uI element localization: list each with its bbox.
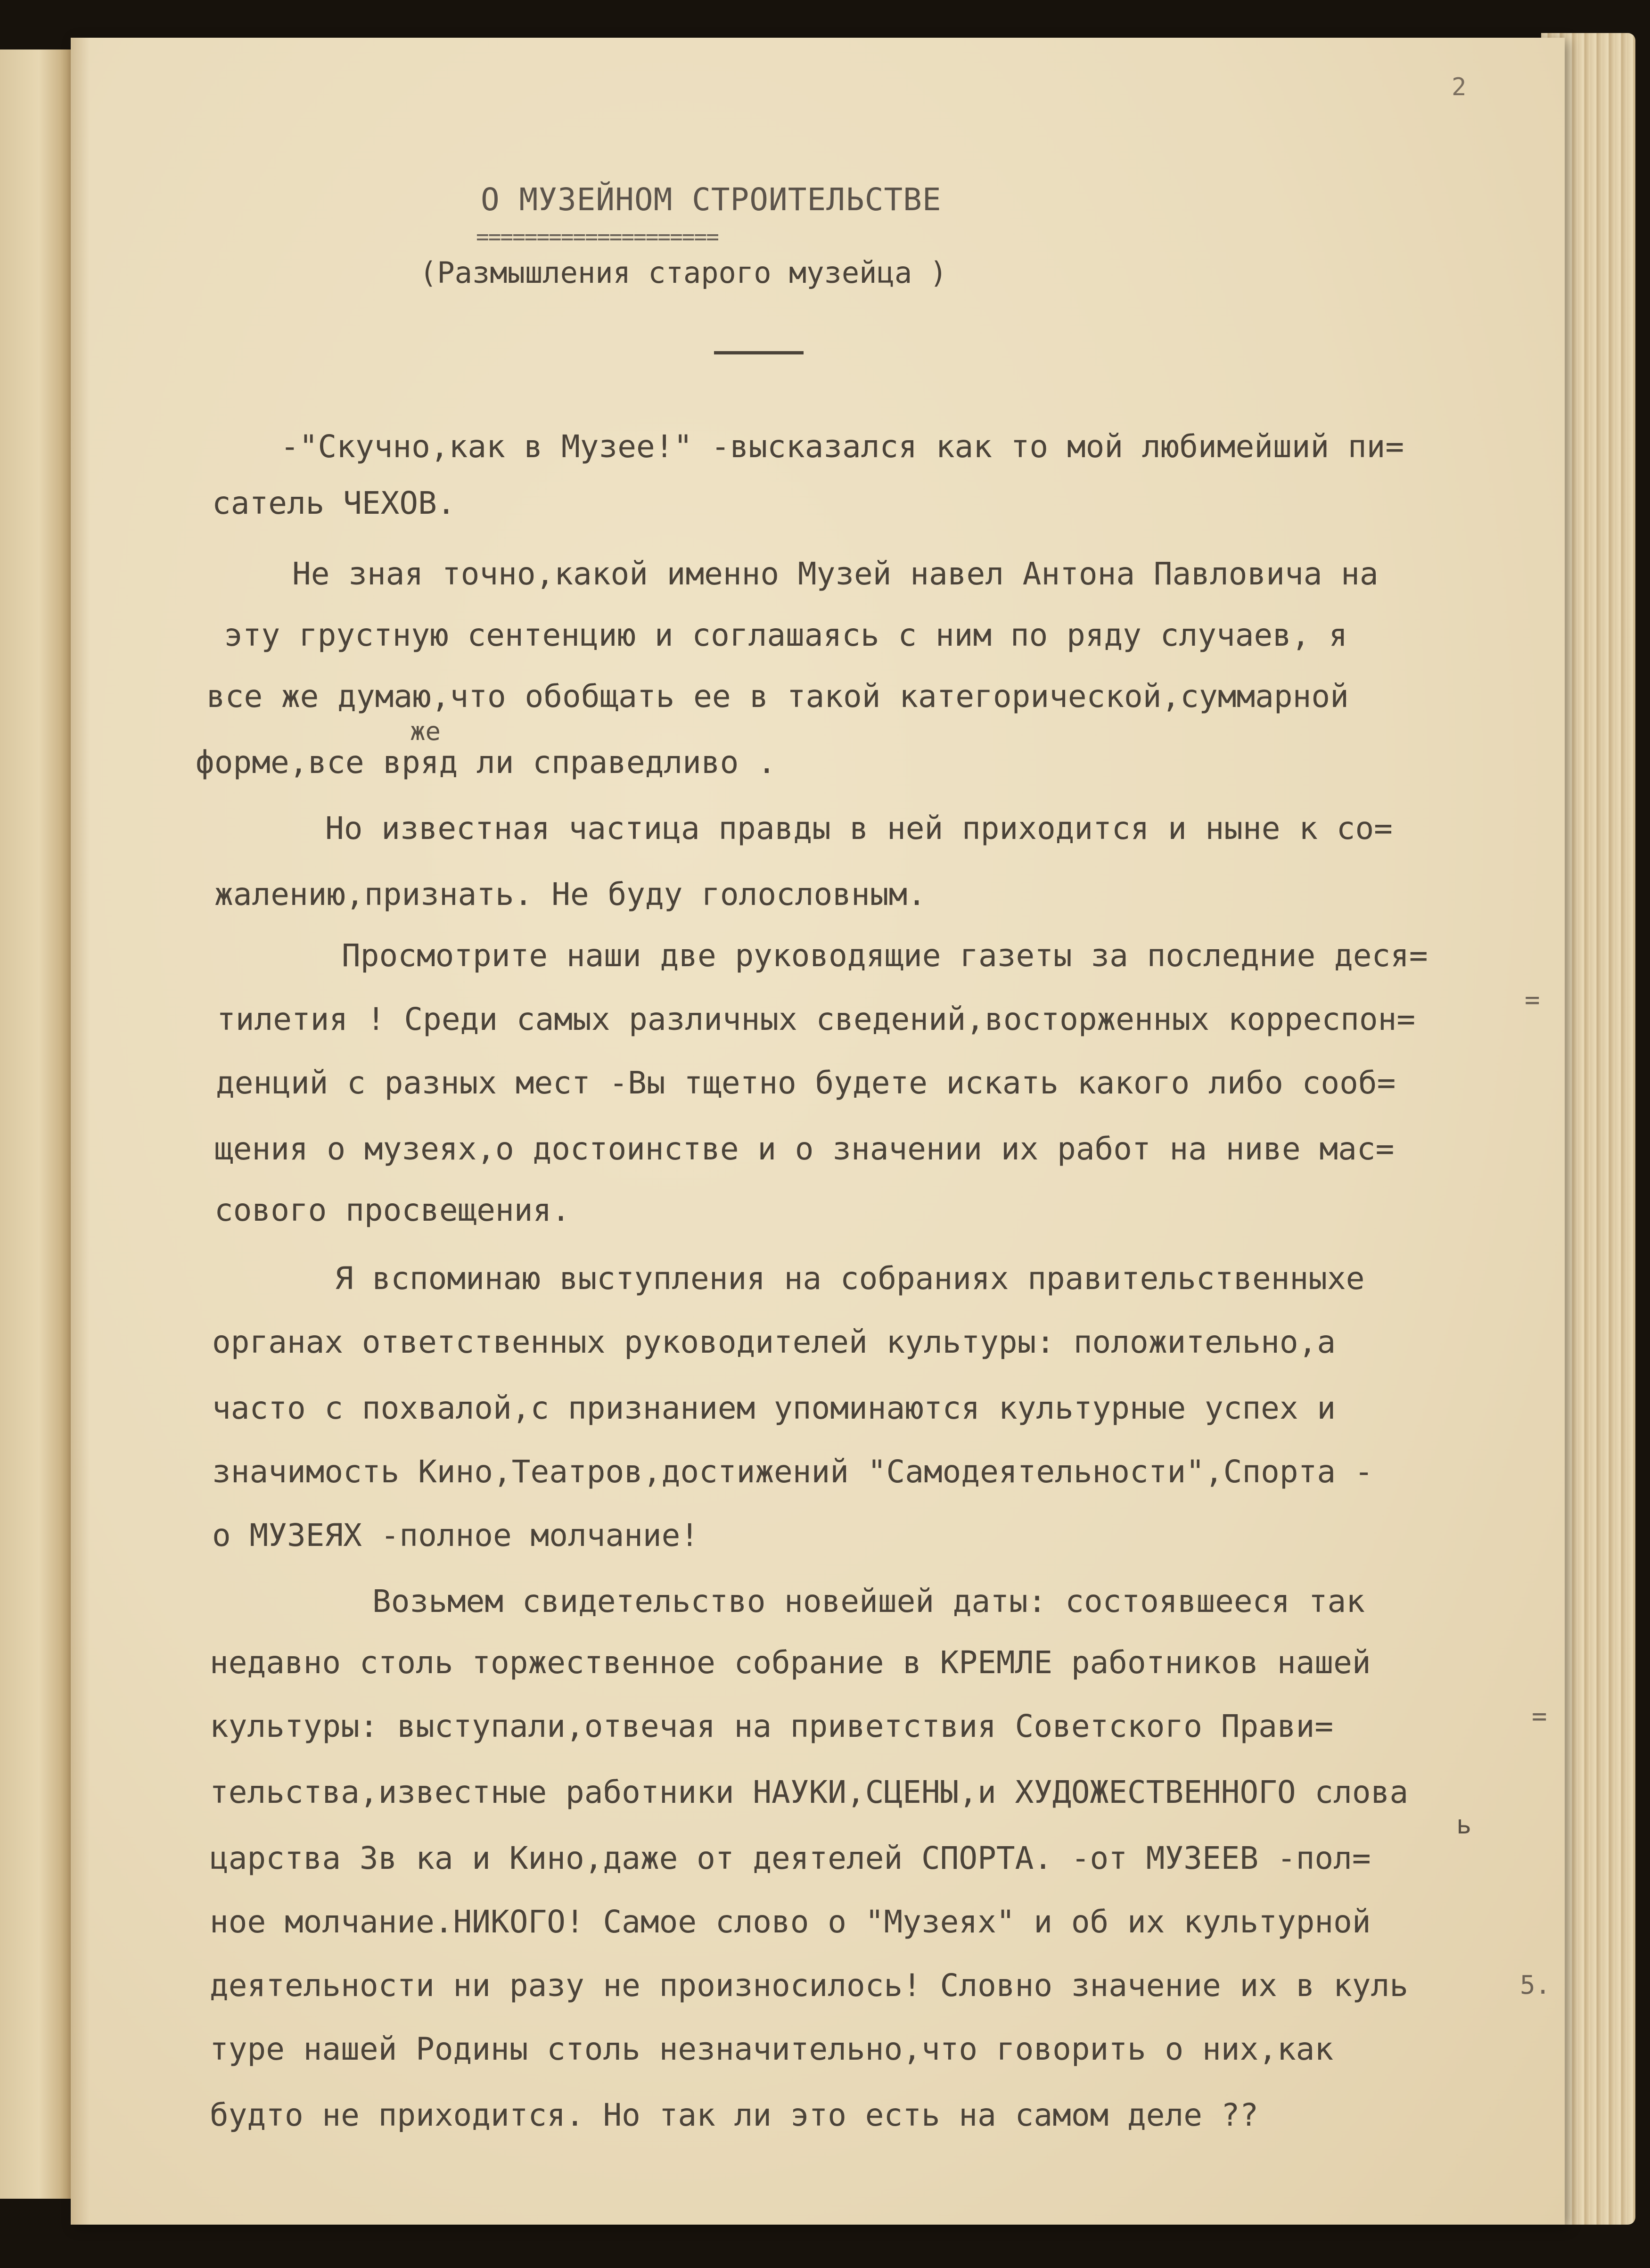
text-line-6: форме,все вряд ли справедливо . xyxy=(196,744,776,781)
page-shadow-edge xyxy=(71,38,90,2225)
text-line-11: денций с разных мест -Вы тщетно будете искать какого либо сооб= xyxy=(216,1065,1396,1101)
text-line-24: ное молчание.НИКОГО! Самое слово о "Музеях" и об их культурной xyxy=(210,1904,1371,1940)
text-line-27: будто не приходится. Но так ли это есть на самом деле ?? xyxy=(210,2097,1259,2133)
margin-mark-1: = xyxy=(1525,985,1540,1015)
text-line-14: Я вспоминаю выступления на собраниях правительственныхе xyxy=(335,1260,1365,1297)
document-title: О МУЗЕЙНОМ СТРОИТЕЛЬСТВЕ xyxy=(481,181,942,218)
text-line-2: сатель ЧЕХОВ. xyxy=(212,485,456,521)
text-line-18: о МУЗЕЯХ -полное молчание! xyxy=(212,1517,699,1553)
text-line-15: органах ответственных руководителей культуры: положительно,а xyxy=(212,1324,1336,1360)
text-line-20: недавно столь торжественное собрание в КРЕМЛЕ работников нашей xyxy=(210,1644,1371,1681)
margin-mark-2: = xyxy=(1532,1701,1547,1731)
title-underline: ==================== xyxy=(476,224,718,249)
page-number: 2 xyxy=(1452,73,1467,101)
interlinear-insert-1: же xyxy=(410,716,441,746)
text-line-23: царства Зв ка и Кино,даже от деятелей СПОРТА. -от МУЗЕЕВ -пол= xyxy=(210,1840,1371,1876)
text-line-9: Просмотрите наши две руководящие газеты за последние деся= xyxy=(342,937,1428,974)
text-line-3: Не зная точно,какой именно Музей навел Антона Павловича на xyxy=(292,556,1379,592)
typewritten-page xyxy=(71,38,1565,2225)
text-line-7: Но известная частица правды в ней приходится и ныне к со= xyxy=(325,810,1393,846)
binding-spine xyxy=(0,49,74,2199)
document-subtitle: (Размышления старого музейца ) xyxy=(419,255,947,290)
text-line-19: Возьмем свидетельство новейшей даты: состоявшееся так xyxy=(372,1583,1365,1619)
text-line-12: щения о музеях,о достоинстве и о значении их работ на ниве мас= xyxy=(214,1131,1395,1167)
text-line-16: часто с похвалой,с признанием упоминаются культурные успех и xyxy=(212,1390,1336,1426)
interlinear-insert-2: ь xyxy=(1456,1810,1472,1840)
margin-mark-3: 5. xyxy=(1520,1970,1551,2000)
text-line-8: жалению,признать. Не буду голословным. xyxy=(214,876,926,912)
text-line-1: -"Скучно,как в Музее!" -высказался как то мой любимейший пи= xyxy=(280,428,1404,465)
text-line-17: значимость Кино,Театров,достижений "Самодеятельности",Спорта - xyxy=(212,1454,1373,1490)
text-line-25: деятельности ни разу не произносилось! Словно значение их в куль xyxy=(210,1967,1409,2004)
text-line-22: тельства,известные работники НАУКИ,СЦЕНЫ,и ХУДОЖЕСТВЕННОГО слова xyxy=(210,1774,1409,1810)
text-line-21: культуры: выступали,отвечая на приветствия Советского Прави= xyxy=(210,1708,1334,1744)
text-line-10: тилетия ! Среди самых различных сведений,восторженных корреспон= xyxy=(217,1001,1416,1037)
text-line-26: туре нашей Родины столь незначительно,что говорить о них,как xyxy=(210,2031,1334,2067)
section-divider xyxy=(714,351,804,354)
text-line-4: эту грустную сентенцию и соглашаясь с ним по ряду случаев, я xyxy=(224,617,1348,653)
text-line-5: все же думаю,что обобщать ее в такой категорической,суммарной xyxy=(206,678,1349,715)
text-line-13: сового просвещения. xyxy=(214,1192,570,1228)
